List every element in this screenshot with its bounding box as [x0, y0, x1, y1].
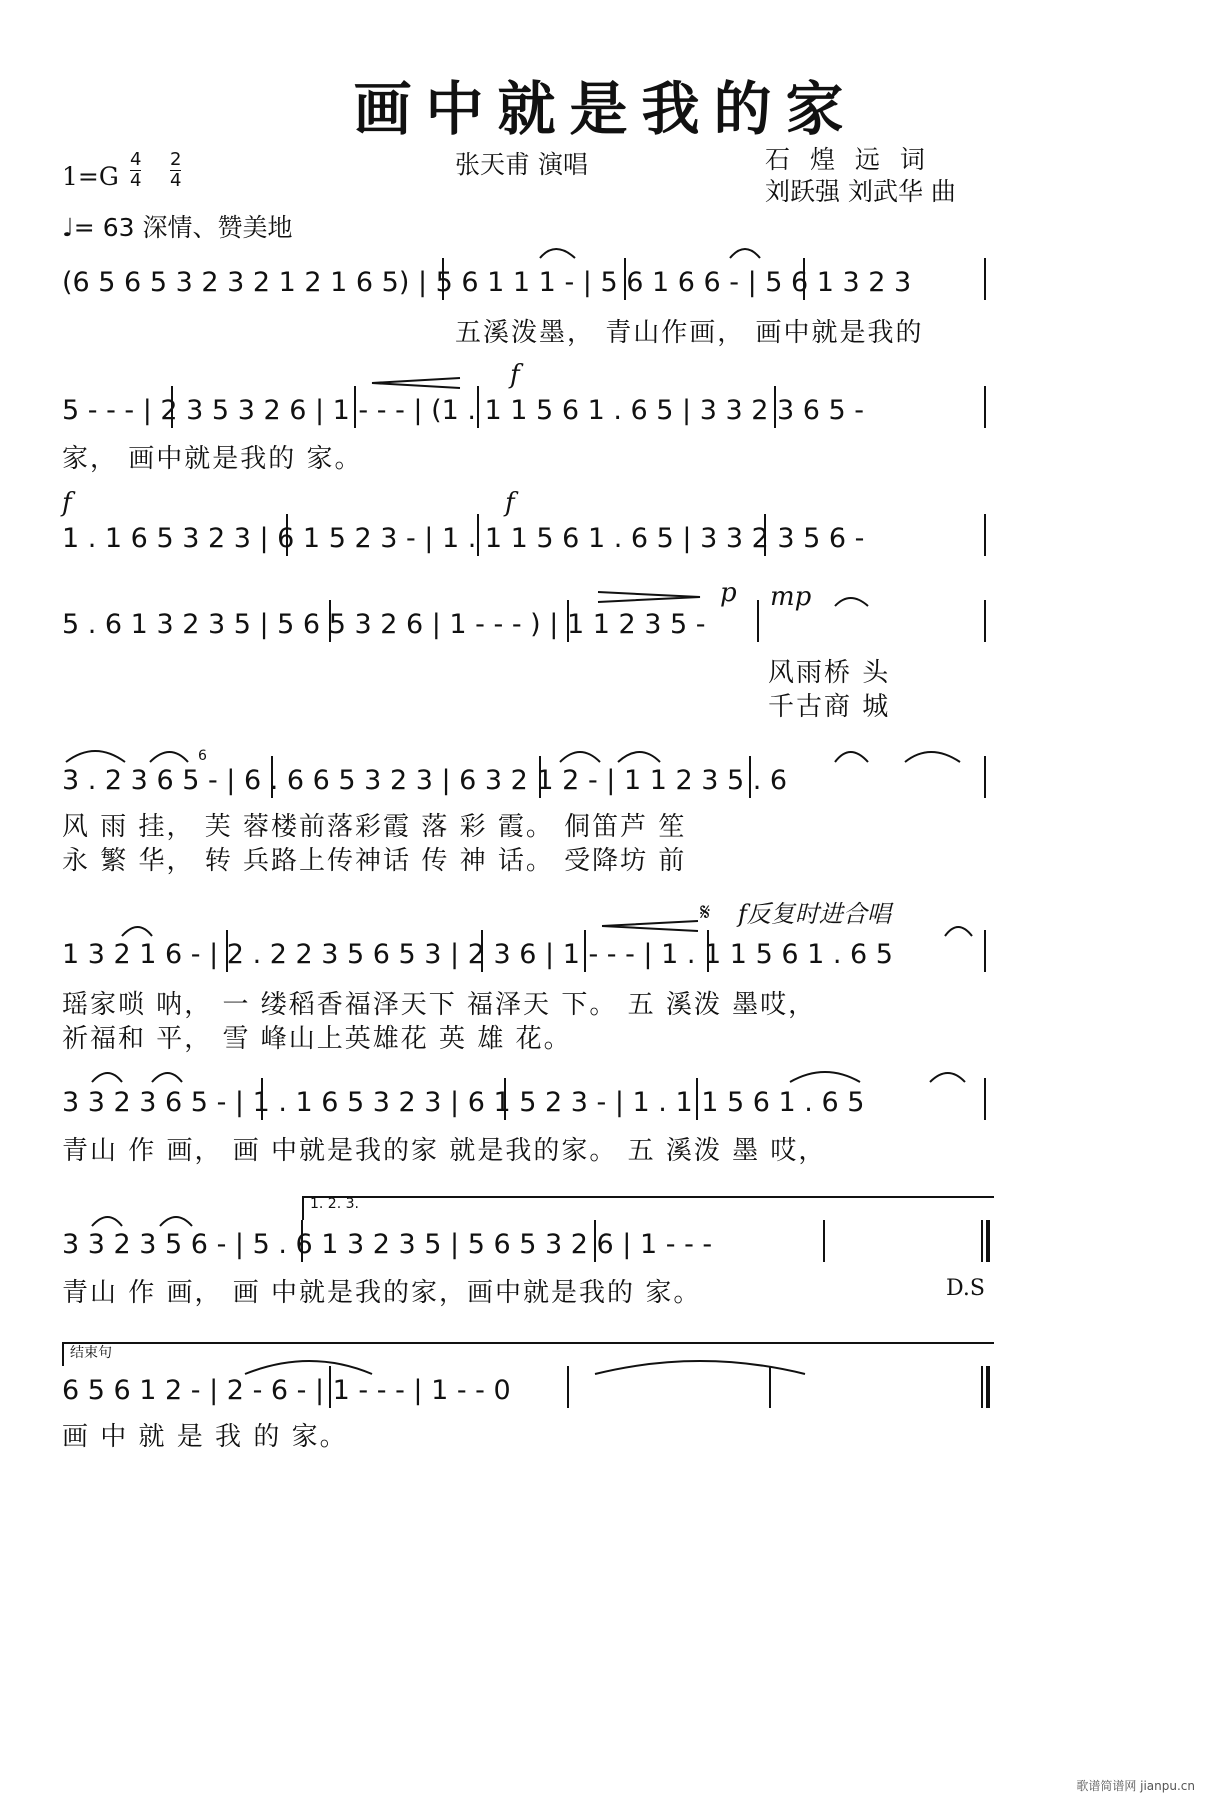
lyrics-row-6b: 祈福和 平， 雪 峰山上英雄花 英 雄 花。 — [62, 1024, 572, 1054]
key-signature: 1=G — [62, 162, 119, 191]
dynamic-mp: mp — [770, 582, 812, 612]
grace-note: 6 — [198, 748, 207, 764]
time-signature-a: 4 4 — [130, 149, 142, 191]
lyrics-row-8: 青山 作 画， 画 中就是我的家，画中就是我的 家。 — [62, 1278, 702, 1308]
score-row-9 — [62, 1370, 1144, 1410]
lyricist-credit: 石 煌 远 词 — [765, 145, 931, 174]
score-row-6 — [62, 934, 1144, 974]
notes-row-9: 6 5 6 1 2 - | 2 - 6 - | 1 - - - | 1 - - 0 — [62, 1374, 511, 1406]
segno-sign: 𝄋 — [700, 898, 711, 926]
dynamic-f-1: f — [510, 360, 520, 390]
tempo-marking: ♩= 63 深情、赞美地 — [62, 213, 293, 242]
notes-row-7: 3 3 2 3 6 5 - | 1 . 1 6 5 3 2 3 | 6 1 5 2 3 - | 1 . 1 1 5 6 1 . 6 5 — [62, 1086, 865, 1118]
page-title: 画中就是我的家 — [353, 75, 858, 143]
coda-bracket: 结束句 — [62, 1342, 994, 1366]
notes-row-6: 1 3 2 1 6 - | 2 . 2 2 3 5 6 5 3 | 2 3 6 | 1 - - - | 1 . 1 1 5 6 1 . 6 5 — [62, 938, 893, 970]
score-row-1 — [62, 262, 1144, 302]
lyrics-row-1: 五溪泼墨， 青山作画， 画中就是我的 — [455, 318, 924, 348]
notes-row-4: 5 . 6 1 3 2 3 5 | 5 6 5 3 2 6 | 1 - - - ) | 1 1 2 3 5 - — [62, 608, 706, 640]
notes-row-8: 3 3 2 3 5 6 - | 5 . 6 1 3 2 3 5 | 5 6 5 3 2 6 | 1 - - - — [62, 1228, 713, 1260]
lyrics-row-5b: 永 繁 华， 转 兵路上传神话 传 神 话。 受降坊 前 — [62, 846, 687, 876]
notes-row-1: (6 5 6 5 3 2 3 2 1 2 1 6 5) | 5 6 1 1 1 - | 5 6 1 6 6 - | 5 6 1 3 2 3 — [62, 266, 912, 298]
lyrics-row-2: 家， 画中就是我的 家。 — [62, 444, 363, 474]
quarter-note-icon: ♩ — [62, 213, 74, 242]
dynamic-f-2: f — [62, 488, 72, 518]
notes-row-2: 5 - - - | 2 3 5 3 2 6 | 1 - - - | (1 . 1 1 5 6 1 . 6 5 | 3 3 2 3 6 5 - — [62, 394, 865, 426]
lyrics-row-9: 画 中 就 是 我 的 家。 — [62, 1422, 348, 1452]
lyrics-row-4b: 千古商 城 — [768, 692, 891, 722]
score-row-2 — [62, 390, 1144, 430]
composer-credit: 刘跃强 刘武华 曲 — [765, 177, 956, 206]
notes-row-3: 1 . 1 6 5 3 2 3 | 6 1 5 2 3 - | 1 . 1 1 5 6 1 . 6 5 | 3 3 2 3 5 6 - — [62, 522, 865, 554]
score-row-8 — [62, 1224, 1144, 1264]
volta-bracket: 1. 2. 3. — [302, 1196, 994, 1220]
lyrics-row-4a: 风雨桥 头 — [768, 658, 891, 688]
score-row-7 — [62, 1082, 1144, 1122]
dynamic-p: p — [720, 578, 737, 608]
score-row-3 — [62, 518, 1144, 558]
notes-row-5: 3 . 2 3 6 5 - | 6 . 6 6 5 3 2 3 | 6 3 2 1 2 - | 1 1 2 3 5 . 6 — [62, 764, 788, 796]
time-signature-b: 2 4 — [170, 149, 182, 191]
lyrics-row-7: 青山 作 画， 画 中就是我的家 就是我的家。 五 溪泼 墨 哎， — [62, 1136, 827, 1166]
singer-credit: 张天甫 演唱 — [455, 150, 588, 179]
score-row-4 — [62, 604, 1144, 644]
lyrics-row-6a: 瑶家唢 呐， 一 缕稻香福泽天下 福泽天 下。 五 溪泼 墨哎， — [62, 990, 817, 1020]
lyrics-row-5a: 风 雨 挂， 芙 蓉楼前落彩霞 落 彩 霞。 侗笛芦 笙 — [62, 812, 687, 842]
site-watermark: 歌谱简谱网 jianpu.cn — [1076, 1779, 1195, 1793]
repeat-chorus-note: f反复时进合唱 — [738, 900, 891, 928]
score-row-5 — [62, 760, 1144, 800]
dynamic-f-3: f — [505, 488, 515, 518]
dal-segno: D.S — [946, 1276, 985, 1301]
